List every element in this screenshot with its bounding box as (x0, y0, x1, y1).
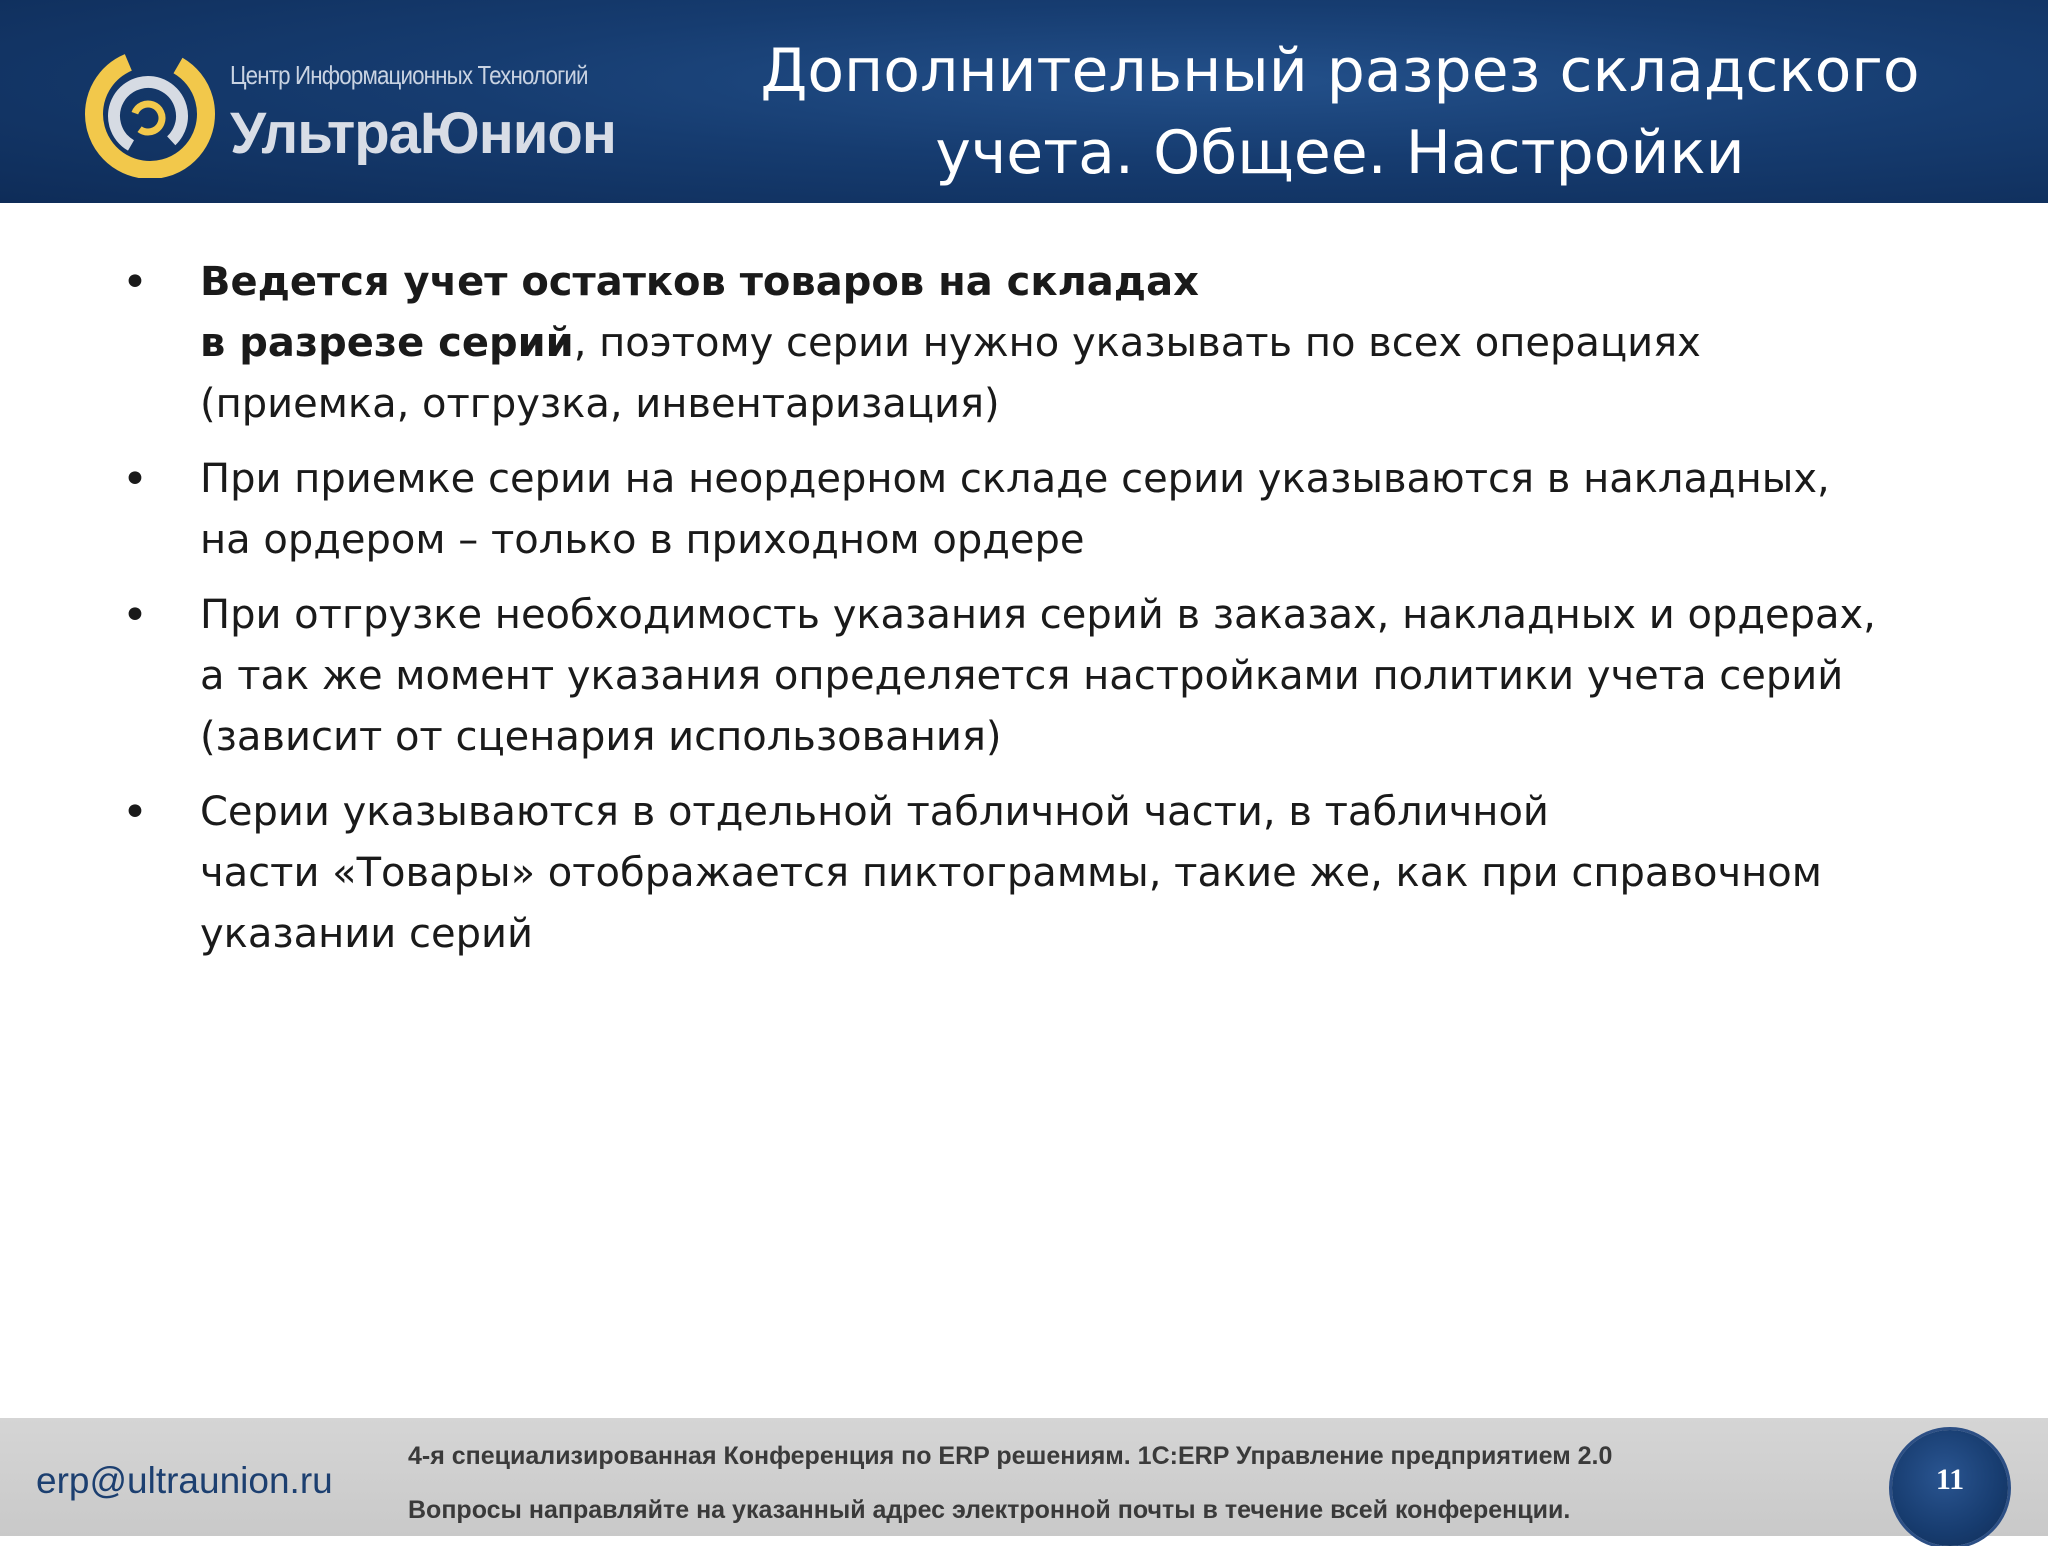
company-logo (84, 48, 644, 178)
bullet-line (200, 843, 2000, 904)
normal-text: (приемка, отгрузка, инвентаризация) (200, 381, 1000, 427)
bullet-marker: • (122, 257, 148, 308)
bullet-text (200, 449, 2000, 571)
bullet-marker: • (122, 787, 148, 838)
bullet-line (200, 510, 2000, 571)
logo-subtitle: Центр Информационных Технологий (230, 60, 588, 90)
logo-company-name: УльтраЮнион (230, 101, 616, 166)
bullet-line (200, 707, 2000, 768)
swirl-logo-icon (84, 48, 220, 178)
bullet-line (200, 904, 2000, 965)
normal-text: (зависит от сценария использования) (200, 714, 1002, 760)
normal-text: на ордером – только в приходном ордере (200, 517, 1085, 563)
bullet-text (200, 252, 2000, 435)
slide-header (0, 0, 2048, 203)
conference-title: 4-я специализированная Конференция по ERP решениям. 1С:ERP Управление предприятием 2.0 (408, 1442, 1613, 1470)
bullet-text (200, 585, 2000, 768)
title-line: учета. Общее. Настройки (935, 118, 1745, 188)
normal-text: части «Товары» отображается пиктограммы, такие же, как при справочном (200, 850, 1822, 896)
bullet-line (200, 449, 2000, 510)
normal-text: При приемке серии на неордерном складе серии указываются в накладных, (200, 456, 1830, 502)
bullet-line (200, 782, 2000, 843)
bullet-line (200, 252, 2000, 313)
normal-text: При отгрузке необходимость указания серий в заказах, накладных и ордерах, (200, 592, 1876, 638)
slide-title (760, 30, 1920, 194)
bold-text: в разрезе серий (200, 320, 574, 366)
bold-text: Ведется учет остатков товаров на складах (200, 259, 1199, 305)
bullet-text (200, 782, 2000, 965)
bullet-line (200, 585, 2000, 646)
contact-email[interactable]: erp@ultraunion.ru (36, 1460, 333, 1501)
normal-text: а так же момент указания определяется настройками политики учета серий (200, 653, 1844, 699)
bullet-line (200, 646, 2000, 707)
title-line: Дополнительный разрез складского (760, 36, 1920, 106)
page-number-badge: 11 (1892, 1430, 2008, 1546)
normal-text: , поэтому серии нужно указывать по всех операциях (573, 320, 1701, 366)
questions-note: Вопросы направляйте на указанный адрес электронной почты в течение всей конференции. (408, 1496, 1571, 1524)
slide-footer (0, 1418, 2048, 1536)
bullet-marker: • (122, 590, 148, 641)
normal-text: Серии указываются в отдельной табличной части, в табличной (200, 789, 1549, 835)
bullet-line (200, 313, 2000, 374)
bullet-marker: • (122, 454, 148, 505)
bullet-line (200, 374, 2000, 435)
normal-text: указании серий (200, 911, 533, 957)
